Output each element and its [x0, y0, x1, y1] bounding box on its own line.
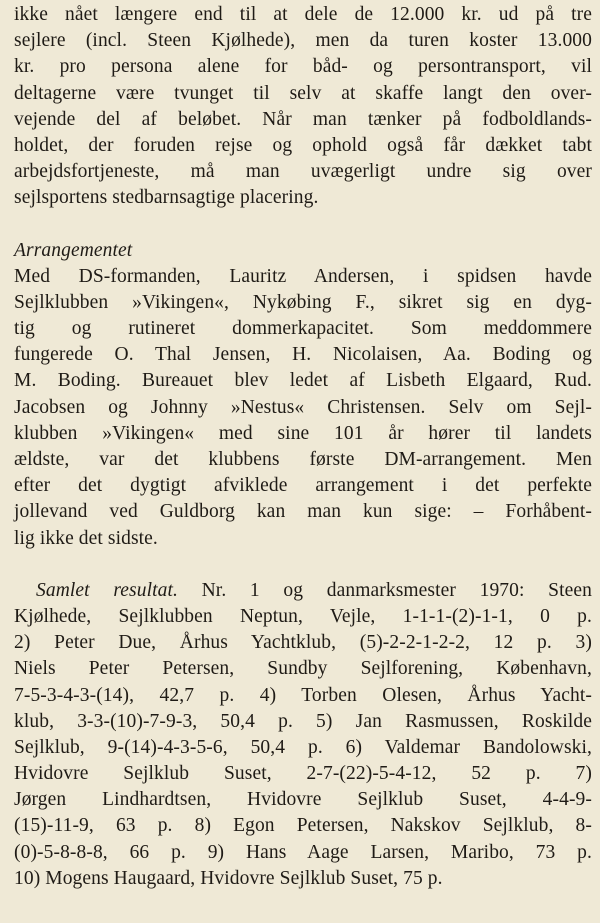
text-line: M. Boding. Bureauet blev ledet af Lisbeth Elgaard, Rud. — [14, 370, 592, 392]
section-heading: Arrangementet — [14, 239, 133, 261]
results-first-line-text: Nr. 1 og danmarksmester 1970: Steen — [177, 579, 592, 601]
text-line: Jørgen Lindhardtsen, Hvidovre Sejlklub Suset, 4-4-9- — [14, 789, 592, 811]
text-line: Sejlklubben »Vikingen«, Nykøbing F., sikret sig en dyg- — [14, 291, 592, 313]
text-line: ældste, var det klubbens første DM-arrangement. Men — [14, 449, 592, 470]
text-line: Jacobsen og Johnny »Nestus« Christensen. Selv om Sejl- — [14, 396, 592, 418]
text-line: deltagerne være tvunget til selv at skaffe langt den over- — [14, 82, 592, 104]
text-line: Med DS-formanden, Lauritz Andersen, i spidsen havde — [14, 265, 592, 287]
text-line: Sejlklub, 9-(14)-4-3-5-6, 50,4 p. 6) Valdemar Bandolowski, — [14, 736, 592, 758]
text-line: klub, 3-3-(10)-7-9-3, 50,4 p. 5) Jan Rasmussen, Roskilde — [14, 710, 592, 732]
text-line: 7-5-3-4-3-(14), 42,7 p. 4) Torben Olesen, Århus Yacht- — [14, 684, 592, 706]
text-line: sejlere (incl. Steen Kjølhede), men da turen koster 13.000 — [14, 30, 592, 52]
text-line: jollevand ved Guldborg kan man kun sige: – Forhåbent- — [14, 501, 592, 523]
paragraph-gap — [14, 212, 592, 238]
text-line: Kjølhede, Sejlklubben Neptun, Vejle, 1-1-1-(2)-1-1, 0 p. — [14, 605, 592, 627]
text-line: 2) Peter Due, Århus Yachtklub, (5)-2-2-1-2-2, 12 p. 3) — [14, 632, 592, 654]
text-line: (15)-11-9, 63 p. 8) Egon Petersen, Nakskov Sejlklub, 8- — [14, 815, 592, 837]
text-line: efter det dygtigt afviklede arrangement i det perfekte — [14, 475, 592, 497]
text-line: vejende del af beløbet. Når man tænker på fodboldlands- — [14, 108, 592, 130]
paragraph-intro — [14, 0, 592, 212]
text-line: fungerede O. Thal Jensen, H. Nicolaisen, Aa. Boding og — [14, 344, 592, 366]
text-line: lig ikke det sidste. — [14, 527, 158, 549]
text-line: holdet, der foruden rejse og ophold også får dækket tabt — [14, 134, 592, 156]
text-line: kr. pro persona alene for båd- og persontransport, vil — [14, 56, 592, 78]
text-line: klubben »Vikingen« med sine 101 år hører til landets — [14, 422, 592, 444]
text-line: sejlsportens stedbarnsagtige placering. — [14, 187, 319, 209]
paragraph-gap — [14, 552, 592, 578]
text-line: Niels Peter Petersen, Sundby Sejlforening, København, — [14, 658, 592, 680]
text-line: Hvidovre Sejlklub Suset, 2-7-(22)-5-4-12, 52 p. 7) — [14, 763, 592, 785]
text-line: tig og rutineret dommerkapacitet. Som meddommere — [14, 318, 592, 340]
text-line: arbejdsfortjeneste, må man uvægerligt undre sig over — [14, 161, 592, 183]
results-first-line — [14, 578, 592, 604]
section-arrangement — [14, 238, 592, 552]
section-results — [14, 578, 592, 892]
text-line: (0)-5-8-8-8, 66 p. 9) Hans Aage Larsen, Maribo, 73 p. — [14, 841, 592, 863]
text-line: ikke nået længere end til at dele de 12.000 kr. ud på tre — [14, 4, 592, 25]
text-line: 10) Mogens Haugaard, Hvidovre Sejlklub Suset, 75 p. — [14, 867, 443, 889]
results-lead: Samlet resultat. — [36, 579, 178, 601]
